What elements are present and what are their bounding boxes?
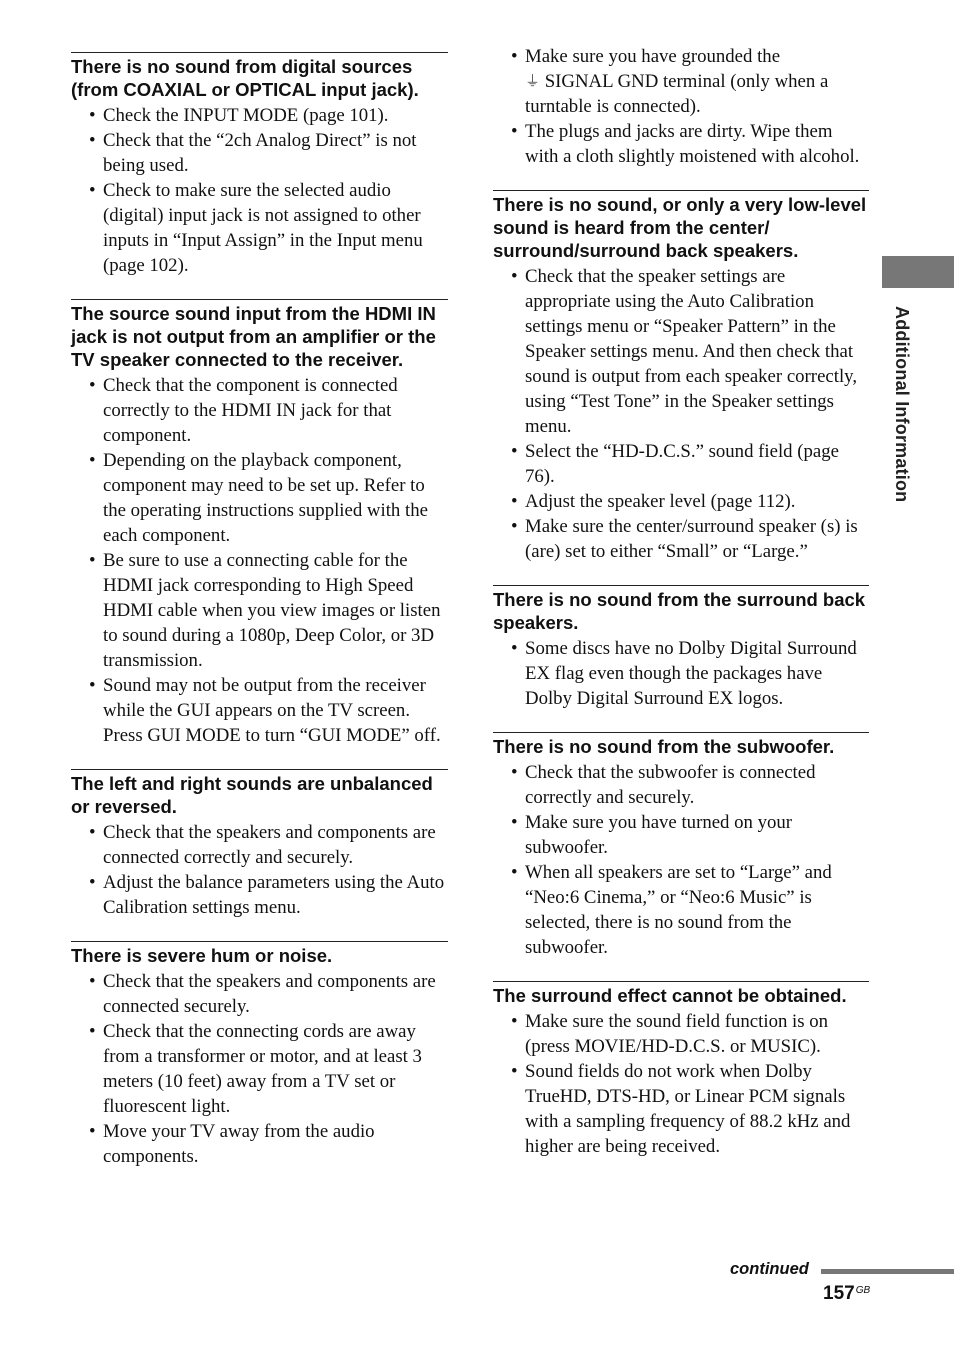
list-item: • Depending on the playback component, component may need to be set up. Refer to the operating instructions supplied with the each component. bbox=[71, 448, 448, 548]
page-suffix: GB bbox=[855, 1285, 871, 1296]
section-continued bbox=[493, 44, 869, 169]
section-hdmi-in bbox=[71, 299, 448, 748]
list-item: • Make sure the sound field function is on (press MOVIE/HD-D.C.S. or MUSIC). bbox=[493, 1009, 869, 1059]
list-item: • Adjust the speaker level (page 112). bbox=[493, 489, 869, 514]
list-item: • Check that the speakers and components are connected securely. bbox=[71, 969, 448, 1019]
list-item: • Check that the speaker settings are appropriate using the Auto Calibration settings menu or “Speaker Pattern” in the Speaker settings menu. And then check that sound is output from each speaker correctly, using “Test Tone” in the Speaker settings menu. bbox=[493, 264, 869, 439]
section-heading: There is severe hum or noise. bbox=[71, 945, 333, 966]
list-item: • Make sure you have turned on your subwoofer. bbox=[493, 810, 869, 860]
list-item: • Select the “HD-D.C.S.” sound field (page 76). bbox=[493, 439, 869, 489]
list-item: • Some discs have no Dolby Digital Surround EX flag even though the packages have Dolby Digital Surround EX logos. bbox=[493, 636, 869, 711]
continued-label: continued bbox=[730, 1260, 809, 1278]
section-surround-effect bbox=[493, 981, 869, 1159]
section-heading: The surround effect cannot be obtained. bbox=[493, 985, 847, 1006]
bullet-list bbox=[493, 264, 869, 564]
section-unbalanced bbox=[71, 769, 448, 920]
gnd-item-prefix: Make sure you have grounded the bbox=[525, 46, 781, 67]
gnd-item-rest: SIGNAL GND terminal (only when a turntable is connected). bbox=[525, 71, 829, 117]
list-item: • Check that the “2ch Analog Direct” is not being used. bbox=[71, 128, 448, 178]
section-low-level-sound bbox=[493, 190, 869, 564]
bullet-list bbox=[493, 636, 869, 711]
list-item: • Be sure to use a connecting cable for the HDMI jack corresponding to High Speed HDMI cable when you view images or listen to sound during a 1080p, Deep Color, or 3D transmission. bbox=[71, 548, 448, 673]
bullet-list bbox=[493, 44, 869, 169]
bullet-list bbox=[71, 373, 448, 748]
list-item: • Sound may not be output from the receiver while the GUI appears on the TV screen. Press GUI MODE to turn “GUI MODE” off. bbox=[71, 673, 448, 748]
section-heading: The source sound input from the HDMI IN jack is not output from an amplifier or the TV speaker connected to the receiver. bbox=[71, 303, 436, 370]
section-surround-back bbox=[493, 585, 869, 711]
section-heading: There is no sound from digital sources (from COAXIAL or OPTICAL input jack). bbox=[71, 56, 419, 100]
list-item: • Sound fields do not work when Dolby TrueHD, DTS-HD, or Linear PCM signals with a sampling frequency of 88.2 kHz and higher are being received. bbox=[493, 1059, 869, 1159]
section-digital-sources bbox=[71, 52, 448, 278]
side-tab-marker bbox=[882, 256, 954, 288]
bullet-list bbox=[71, 969, 448, 1169]
list-item: • Check that the connecting cords are away from a transformer or motor, and at least 3 meters (10 feet) away from a TV set or fluorescent light. bbox=[71, 1019, 448, 1119]
continued-bar bbox=[821, 1269, 954, 1274]
list-item: • Check that the component is connected correctly to the HDMI IN jack for that component. bbox=[71, 373, 448, 448]
side-tab-label: Additional Information bbox=[892, 306, 912, 503]
bullet-list bbox=[71, 103, 448, 278]
ground-icon: ⏚ bbox=[525, 72, 541, 90]
page-number: $157^{GB}$ bbox=[823, 1283, 871, 1304]
section-heading: There is no sound, or only a very low-level sound is heard from the center/ surround/surround back speakers. bbox=[493, 194, 867, 261]
section-subwoofer bbox=[493, 732, 869, 960]
list-item: • Adjust the balance parameters using the Auto Calibration settings menu. bbox=[71, 870, 448, 920]
list-item: • Move your TV away from the audio components. bbox=[71, 1119, 448, 1169]
right-column bbox=[493, 46, 869, 1159]
list-item: • When all speakers are set to “Large” and “Neo:6 Cinema,” or “Neo:6 Music” is selected, there is no sound from the subwoofer. bbox=[493, 860, 869, 960]
list-item bbox=[493, 44, 869, 119]
list-item: • The plugs and jacks are dirty. Wipe them with a cloth slightly moistened with alcohol. bbox=[493, 119, 869, 169]
list-item: • Check the INPUT MODE (page 101). bbox=[71, 103, 448, 128]
section-heading: There is no sound from the surround back speakers. bbox=[493, 589, 866, 633]
section-heading: There is no sound from the subwoofer. bbox=[493, 736, 835, 757]
list-item: • Check that the subwoofer is connected correctly and securely. bbox=[493, 760, 869, 810]
list-item: • Check to make sure the selected audio (digital) input jack is not assigned to other inputs in “Input Assign” in the Input menu (page 102). bbox=[71, 178, 448, 278]
bullet-list bbox=[493, 760, 869, 960]
bullet-list bbox=[493, 1009, 869, 1159]
list-item: • Make sure the center/surround speaker (s) is (are) set to either “Small” or “Large.” bbox=[493, 514, 869, 564]
list-item: • Check that the speakers and components are connected correctly and securely. bbox=[71, 820, 448, 870]
section-heading: The left and right sounds are unbalanced or reversed. bbox=[71, 773, 433, 817]
left-column bbox=[71, 52, 448, 1169]
bullet-list bbox=[71, 820, 448, 920]
section-hum-noise bbox=[71, 941, 448, 1169]
